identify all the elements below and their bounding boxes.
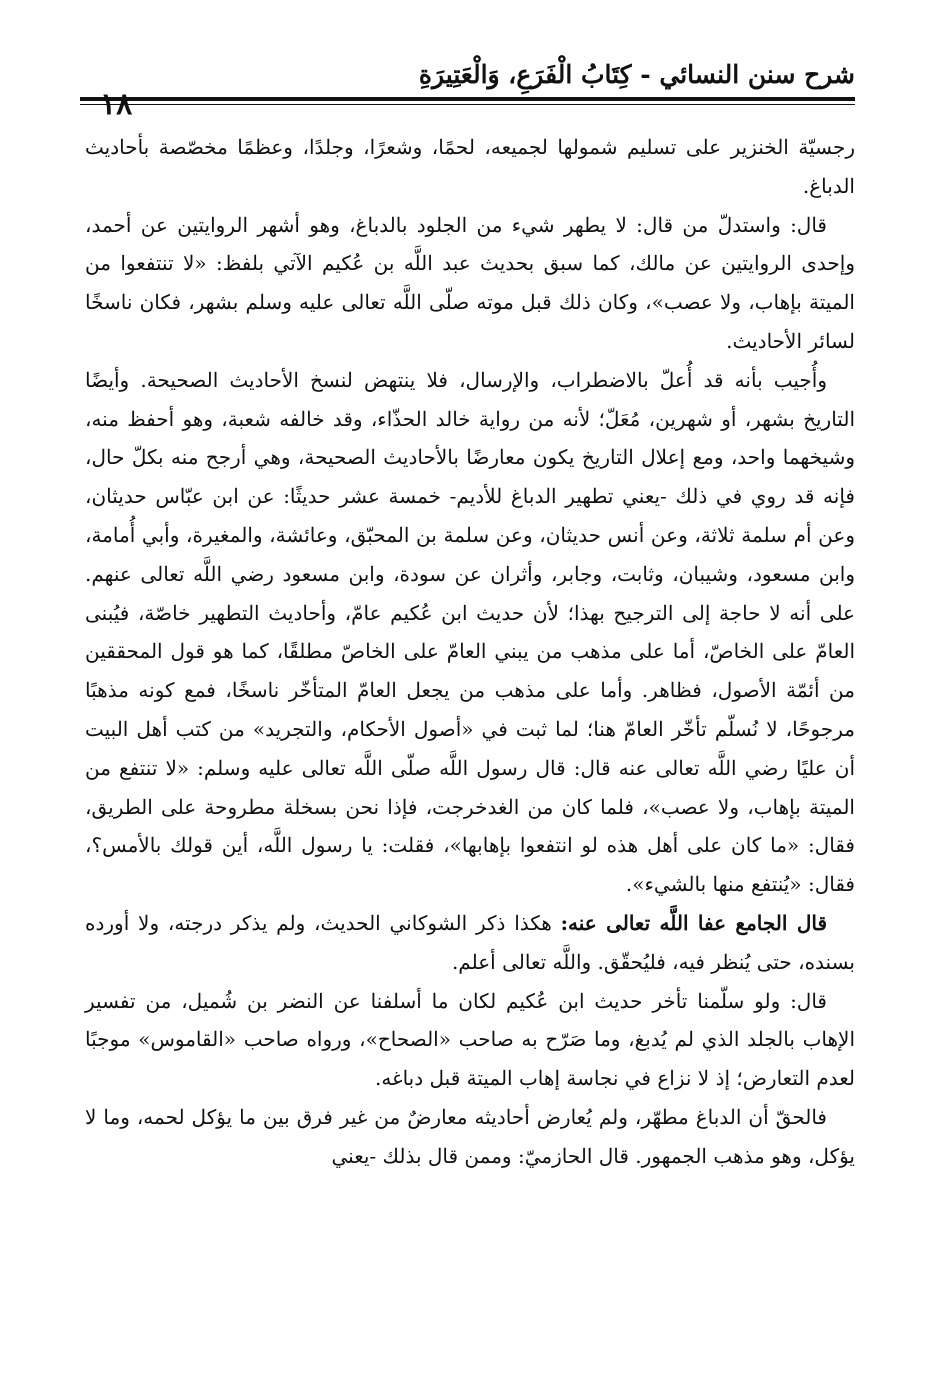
paragraph-5: قال: ولو سلّمنا تأخر حديث ابن عُكيم لكان ما أسلفنا عن النضر بن شُميل، من تفسير الإهاب بالجلد الذي لم يُدبغ، وما صَرّح به صاحب «الصحاح»، ورواه صاحب «القاموس» موجبًا لعدم التعارض؛ إذ لا نزاع في نجاسة إهاب الميتة قبل دباغه. <box>85 988 856 1091</box>
body-text <box>85 128 855 1176</box>
running-header-title: شرح سنن النسائي - كِتَابُ الْفَرَعِ، وَالْعَتِيرَةِ <box>418 60 855 89</box>
header-rule-thick <box>80 97 855 101</box>
paragraph-6: فالحقّ أن الدباغ مطهّر، ولم يُعارض أحاديثه معارضٌ من غير فرق بين ما يؤكل لحمه، وما لا يؤكل، وهو مذهب الجمهور. قال الحازميّ: وممن قال بذلك -يعني <box>85 1104 855 1168</box>
paragraph-4 <box>85 904 855 982</box>
paragraph-3: وأُجيب بأنه قد أُعلّ بالاضطراب، والإرسال، فلا ينتهض لنسخ الأحاديث الصحيحة. وأيضًا التاريخ بشهر، أو شهرين، مُعَلّ؛ لأنه من رواية خالد الحذّاء، وقد خالفه شعبة، وهو أحفظ منه، وشيخهما واحد، ومع إعلال التاريخ يكون معارضًا بالأحاديث الصحيحة، وهي أرجح منه بكلّ حال، فإنه قد روي في ذلك -يعني تطهير الدباغ للأديم- خمسة عشر حديثًا: عن ابن عبّاس حديثان، وعن أم سلمة ثلاثة، وعن أنس حديثان، وعن سلمة بن المحبّق، وعائشة، والمغيرة، وأبي أُمامة، وابن مسعود، وشيبان، وثابت، وجابر، وأثران عن سودة، وابن مسعود رضي اللَّه تعالى عنهم. على أنه لا حاجة إلى الترجيح بهذا؛ لأن حديث ابن عُكيم عامّ، وأحاديث التطهير خاصّة، فيُبنى العامّ على الخاصّ، أما على مذهب من يبني العامّ على الخاصّ مطلقًا، كما هو قول المحققين من أئمّة الأصول، فظاهر. وأما على مذهب من يجعل العامّ المتأخّر ناسخًا، فمع كونه مذهبًا مرجوحًا، لا نُسلّم تأخّر العامّ هنا؛ لما ثبت في «أصول الأحكام، والتجريد» من كتب أهل البيت أن عليًا رضي اللَّه تعالى عنه قال: قال رسول اللَّه صلّى اللَّه تعالى عليه وسلم: «لا تنتفع من الميتة بإهاب، ولا عصب»، فلما كان من الغدخرجت، فإذا نحن بسخلة مطروحة على الطريق، فقال: «ما كان على أهل هذه لو انتفعوا بإهابها»، فقلت: يا رسول اللَّه، أين قولك بالأمس؟، فقال: «يُنتفع منها بالشيء». <box>85 367 856 897</box>
paragraph-2: قال: واستدلّ من قال: لا يطهر شيء من الجلود بالدباغ، وهو أشهر الروايتين عن أحمد، وإحدى الروايتين عن مالك، كما سبق بحديث عبد اللَّه بن عُكيم الآتي بلفظ: «لا تنتفعوا من الميتة بإهاب، ولا عصب»، وكان ذلك قبل موته صلّى اللَّه تعالى عليه وسلم بشهر، فكان ناسخًا لسائر الأحاديث. <box>85 212 855 353</box>
page-number: ١٨ <box>100 87 133 122</box>
compiler-note-text: هكذا ذكر الشوكاني الحديث، ولم يذكر درجته، ولا أورده بسنده، حتى يُنظر فيه، فليُحقّق. واللَّه تعالى أعلم. <box>85 910 855 974</box>
header-rule-thin <box>80 104 855 105</box>
paragraph-1: رجسيّة الخنزير على تسليم شمولها لجميعه، لحمًا، وشعرًا، وجلدًا، وعظمًا مخصّصة بأحاديث الدباغ. <box>85 135 855 198</box>
compiler-note-lead: قال الجامع عفا اللَّه تعالى عنه: <box>560 910 828 935</box>
